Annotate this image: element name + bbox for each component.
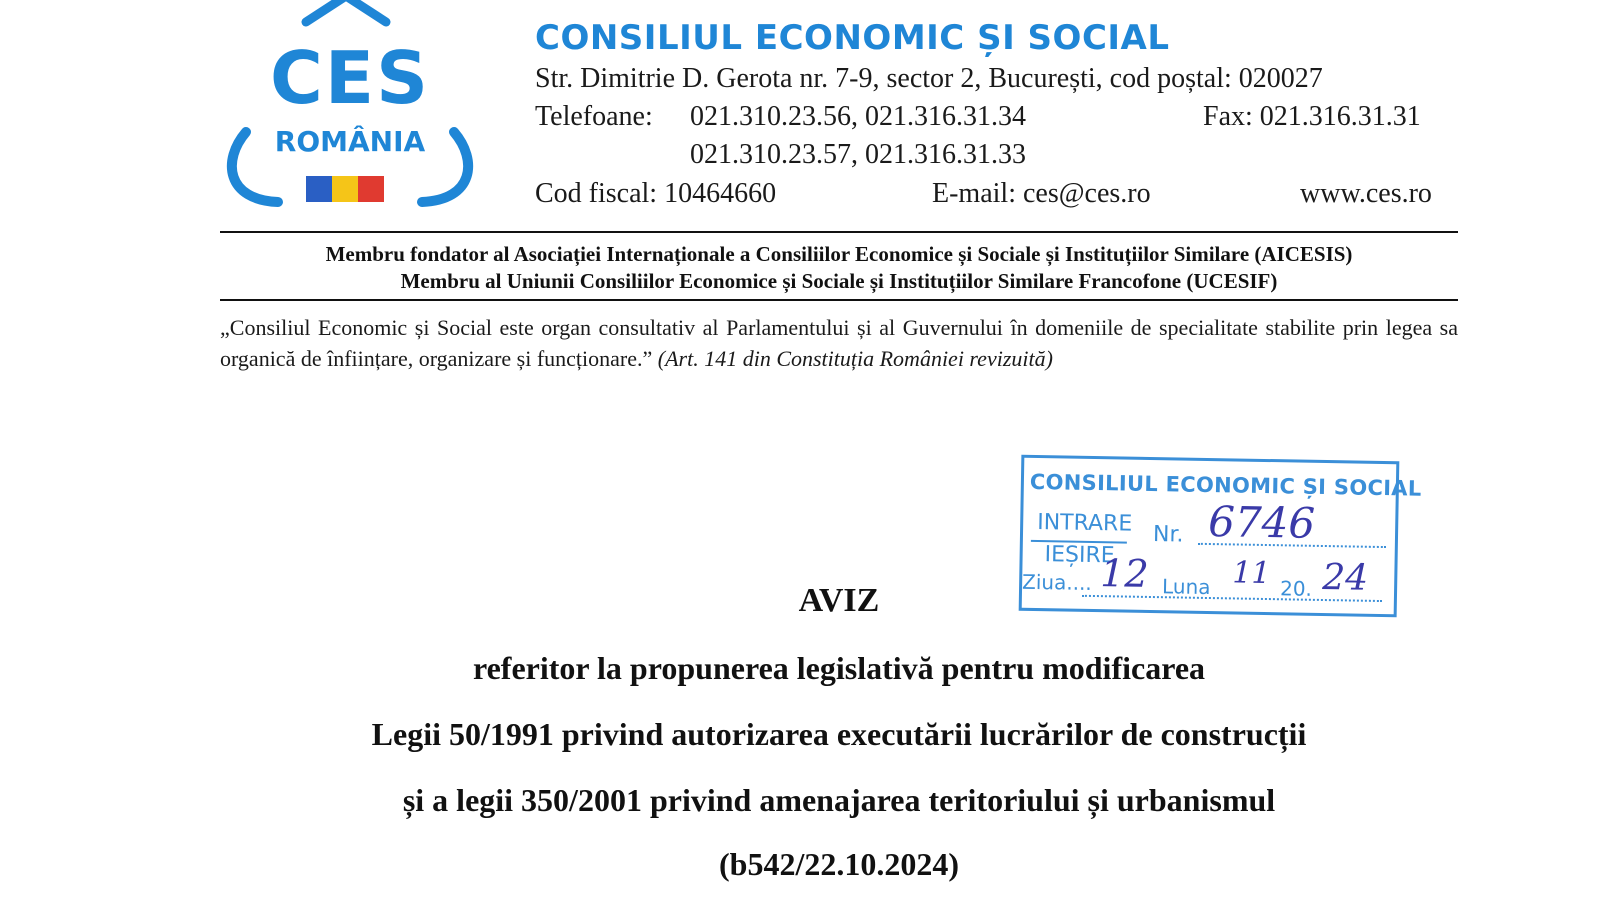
stamp-title: CONSILIUL ECONOMIC ȘI SOCIAL xyxy=(1029,469,1422,501)
quote-source: (Art. 141 din Constituția României revizuită) xyxy=(657,346,1053,371)
phones-line-2: 021.310.23.57, 021.316.31.33 xyxy=(690,139,1026,170)
stamp-day: 12 xyxy=(1099,551,1150,596)
organization-name: CONSILIUL ECONOMIC ȘI SOCIAL xyxy=(535,18,1170,58)
stamp-month-label: Luna xyxy=(1161,574,1211,600)
subtitle-line-3: și a legii 350/2001 privind amenajarea teritoriului și urbanismul xyxy=(402,782,1276,818)
constitution-quote xyxy=(220,312,1458,374)
fiscal-code: Cod fiscal: 10464660 xyxy=(535,178,777,209)
ces-logo xyxy=(218,0,482,212)
membership-aicesis: Membru fondator al Asociației Internaționale a Consiliilor Economice și Sociale și Instituțiilor Similare (AICESIS) xyxy=(325,242,1353,266)
stamp-exit: IEȘIRE xyxy=(1044,542,1115,569)
phones-line-1: 021.310.23.56, 021.316.31.34 xyxy=(690,101,1026,132)
email: E-mail: ces@ces.ro xyxy=(932,178,1151,209)
subtitle-line-1: referitor la propunerea legislativă pentru modificarea xyxy=(472,650,1206,686)
address: Str. Dimitrie D. Gerota nr. 7-9, sector 2, București, cod poștal: 020027 xyxy=(535,63,1323,94)
stamp-year-prefix: 20. xyxy=(1279,576,1313,601)
stamp-nr-label: Nr. xyxy=(1152,522,1184,548)
stamp-day-label: Ziua.... xyxy=(1021,569,1092,595)
phones-label: Telefoane: xyxy=(535,101,653,132)
quote-text: „Consiliul Economic și Social este organ consultativ al Parlamentului și al Guvernului în domeniile de specialitate stabilite prin legea sa organică de înființare, organizare și funcționare.” xyxy=(220,315,1458,371)
website: www.ces.ro xyxy=(1300,178,1432,209)
subtitle-line-2: Legii 50/1991 privind autorizarea executării lucrărilor de construcții xyxy=(371,716,1307,752)
divider-bottom xyxy=(220,299,1458,301)
reference-number: (b542/22.10.2024) xyxy=(719,846,959,882)
logo-country: ROMÂNIA xyxy=(274,125,426,158)
fax: Fax: 021.316.31.31 xyxy=(1203,101,1421,132)
stamp-entry: INTRARE xyxy=(1036,510,1133,537)
divider-top xyxy=(220,231,1458,233)
membership-ucesif: Membru al Uniunii Consiliilor Economice și Sociale și Instituțiilor Similare Francofone (UCESIF) xyxy=(400,269,1278,293)
stamp-month: 11 xyxy=(1232,555,1271,592)
logo-acronym: CES xyxy=(270,36,430,120)
stamp-number: 6746 xyxy=(1207,496,1316,548)
document-title: AVIZ xyxy=(798,582,880,619)
stamp-year: 24 xyxy=(1321,556,1369,599)
